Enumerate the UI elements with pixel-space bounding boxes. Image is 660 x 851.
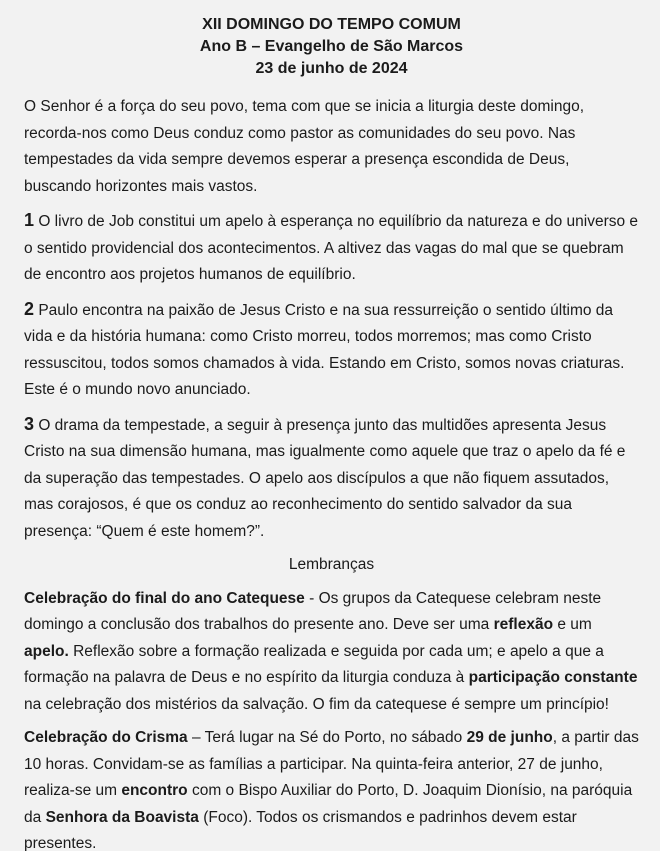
document-header xyxy=(24,14,639,80)
document-title: XII DOMINGO DO TEMPO COMUM xyxy=(202,16,461,33)
numbered-point-1: 1 O livro de Job constitui um apelo à esperança no equilíbrio da natureza e do universo e o sentido providencial dos acontecimentos. A altivez das vagas do mal que se quebram de encontro aos projetos humanos de equilíbrio. xyxy=(24,210,639,283)
document-subtitle: Ano B – Evangelho de São Marcos xyxy=(199,38,464,55)
document-date: 23 de junho de 2024 xyxy=(255,60,408,77)
numbered-point-3: 3 O drama da tempestade, a seguir à presença junto das multidões apresenta Jesus Cristo na sua dimensão humana, mas igualmente como aquele que traz o apelo da fé e da superação das tempestades. O apelo aos discípulos a que não fiquem assutados, mas corajosos, é que os conduz ao reconhecimento do sentido salvador da sua presença: “Quem é este homem?”. xyxy=(24,413,626,540)
announcement-crisma: Celebração do Crisma – Terá lugar na Sé do Porto, no sábado 29 de junho, a partir das 10 horas. Convidam-se as famílias a participar. Na quinta-feira anterior, 27 de junho, realiza-se um encontro com o Bispo Auxiliar do Porto, D. Joaquim Dionísio, na paróquia da Senhora da Boavista (Foco). Todos os crismandos e padrinhos devem estar presentes. xyxy=(24,729,639,851)
section-heading-lembrancas: Lembranças xyxy=(288,556,375,573)
numbered-point-2: 2 Paulo encontra na paixão de Jesus Cristo e na sua ressurreição o sentido último da vida e da história humana: como Cristo morreu, todos morremos; mas como Cristo ressuscitou, todos somos chamados à vida. Estando em Cristo, somos novas criaturas. Este é o mundo novo anunciado. xyxy=(24,298,625,398)
announcement-catequese: Celebração do final do ano Catequese - Os grupos da Catequese celebram neste domingo a conclusão dos trabalhos do presente ano. Deve ser uma reflexão e um apelo. Reflexão sobre a formação realizada e seguida por cada um; e apelo a que a formação na palavra de Deus e no espírito da liturgia conduza à participação constante na celebração dos mistérios da salvação. O fim da catequese é sempre um princípio! xyxy=(24,589,638,713)
intro-paragraph: O Senhor é a força do seu povo, tema com que se inicia a liturgia deste domingo, recorda-nos como Deus conduz como pastor as comunidades do seu povo. Nas tempestades da vida sempre devemos esperar a presença escondida de Deus, buscando horizontes mais vastos. xyxy=(24,98,585,195)
